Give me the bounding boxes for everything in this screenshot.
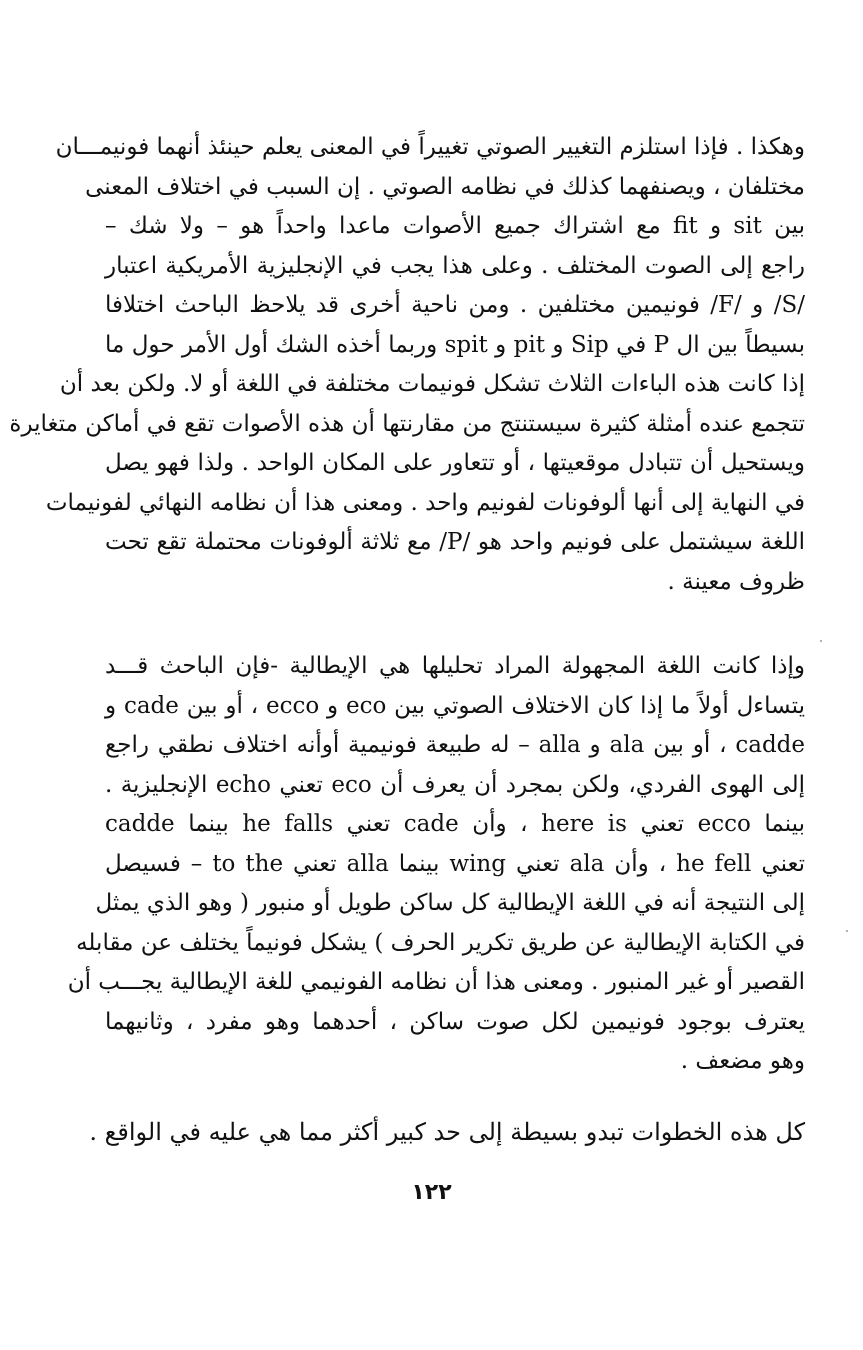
paragraph-line: في الكتابة الإيطالية عن طريق تكرير الحرف ) يشكل فونيماً يختلف عن مقابله (76, 929, 805, 956)
paragraph-line: تتجمع عنده أمثلة كثيرة سيستنتج من مقارنتها أن هذه الأصوات تقع في أماكن متغايرة (9, 410, 805, 437)
paragraph-line: يعترف بوجود فونيمين لكل صوت ساكن ، أحدهما وهو مفرد ، وثانيهما (105, 1008, 805, 1035)
paragraph-line: في النهاية إلى أنها ألوفونات لفونيم واحد . ومعنى هذا أن نظامه النهائي لفونيمات (45, 489, 805, 516)
paragraph-line: وهو مضعف . (680, 1048, 805, 1074)
paragraph-line: إلى الهوى الفردي، ولكن بمجرد أن يعرف أن eco تعني echo الإنجليزية . (105, 771, 805, 798)
paragraph-line: راجع إلى الصوت المختلف . وعلى هذا يجب في الإنجليزية الأمريكية اعتبار (105, 252, 805, 279)
paragraph-line: اللغة سيشتمل على فونيم واحد هو /P/ مع ثلاثة ألوفونات محتملة تقع تحت (105, 529, 805, 555)
paragraph-line: وإذا كانت اللغة المجهولة المراد تحليلها هي الإيطالية -فإن الباحث قـــد (105, 653, 805, 679)
paragraph-1 (9, 128, 805, 602)
scan-speck (846, 930, 848, 932)
paragraph-line: بين sit و fit مع اشتراك جميع الأصوات ماعدا واحداً هو – ولا شك – (105, 213, 805, 239)
paragraph-line: ويستحيل أن تتبادل موقعيتها ، أو تتعاور على المكان الواحد . ولذا فهو يصل (105, 450, 805, 476)
paragraph-line: إلى النتيجة أنه في اللغة الإيطالية كل ساكن طويل أو منبور ( وهو الذي يمثل (95, 890, 805, 916)
paragraph-line: وهكذا . فإذا استلزم التغيير الصوتي تغييراً في المعنى يعلم حينئذ أنهما فونيمـــان (55, 134, 805, 160)
paragraph-line: ظروف معينة . (667, 568, 805, 595)
paragraph-line: يتساءل أولاً ما إذا كان الاختلاف الصوتي بين eco و ecco ، أو بين cade و (105, 692, 805, 719)
scan-speck (820, 640, 822, 642)
paragraph-line: القصير أو غير المنبور . ومعنى هذا أن نظامه الفونيمي للغة الإيطالية يجـــب أن (67, 969, 805, 995)
paragraph-line: إذا كانت هذه الباءات الثلاث تشكل فونيمات مختلفة في اللغة أو لا. ولكن بعد أن (59, 371, 805, 397)
paragraph-2 (67, 647, 806, 1082)
paragraph-line: تعني he fell ، وأن ala تعني wing بينما alla تعني to the – فسيصل (105, 850, 806, 877)
paragraph-line: بسيطاً بين ال P في Sip و pit و spit وربما أخذه الشك أول الأمر حول ما (105, 331, 805, 358)
paragraph-line: كل هذه الخطوات تبدو بسيطة إلى حد كبير أكثر مما هي عليه في الواقع . (89, 1118, 805, 1146)
paragraph-line: بينما ecco تعني here is ، وأن cade تعني he falls بينما cadde (105, 811, 805, 837)
paragraph-line: /S/ و /F/ فونيمين مختلفين . ومن ناحية أخرى قد يلاحظ الباحث اختلافا (105, 292, 805, 318)
paragraph-line: cadde ، أو بين ala و alla – له طبيعة فونيمية أوأنه اختلاف نطقي راجع (105, 732, 806, 758)
page-number: ١٢٢ (411, 1180, 452, 1205)
paragraph-line: مختلفان ، ويصنفهما كذلك في نظامه الصوتي . إن السبب في اختلاف المعنى (85, 173, 805, 200)
paragraph-3 (89, 1113, 805, 1153)
